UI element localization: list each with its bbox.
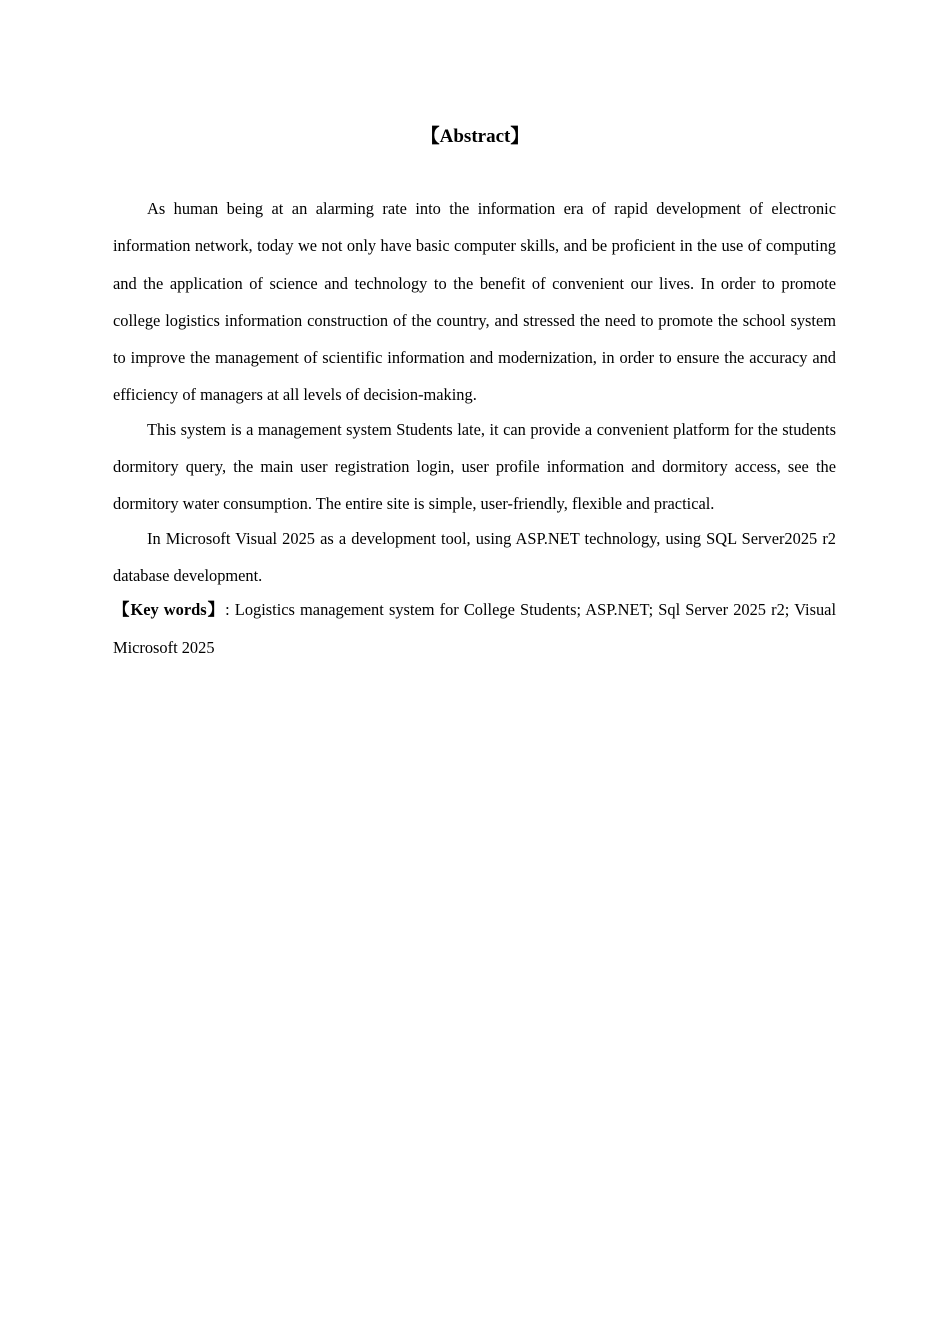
abstract-paragraph-1: As human being at an alarming rate into the information era of rapid development of electronic information network, today we not only have basic computer skills, and be proficient in the use of computing and the application of science and technology to the benefit of convenient our lives. In order to promote college logistics information construction of the country, and stressed the need to promote the school system to improve the management of scientific information and modernization, in order to ensure the accuracy and efficiency of managers at all levels of decision-making. [113, 199, 836, 405]
keywords-line [113, 591, 836, 666]
abstract-body [113, 190, 836, 666]
abstract-title: 【Abstract】 [420, 126, 530, 147]
abstract-paragraph-2: This system is a management system Students late, it can provide a convenient platform for the students dormitory query, the main user registration login, user profile information and dormitory access, see the dormitory water consumption. The entire site is simple, user-friendly, flexible and practical. [113, 419, 836, 514]
keywords-text: : Logistics management system for College Students; ASP.NET; Sql Server 2025 r2; Visual Microsoft 2025 [113, 600, 837, 657]
abstract-paragraph-3: In Microsoft Visual 2025 as a development tool, using ASP.NET technology, using SQL Server2025 r2 database development. [113, 528, 836, 585]
keywords-label: 【Key words】 [113, 600, 226, 620]
